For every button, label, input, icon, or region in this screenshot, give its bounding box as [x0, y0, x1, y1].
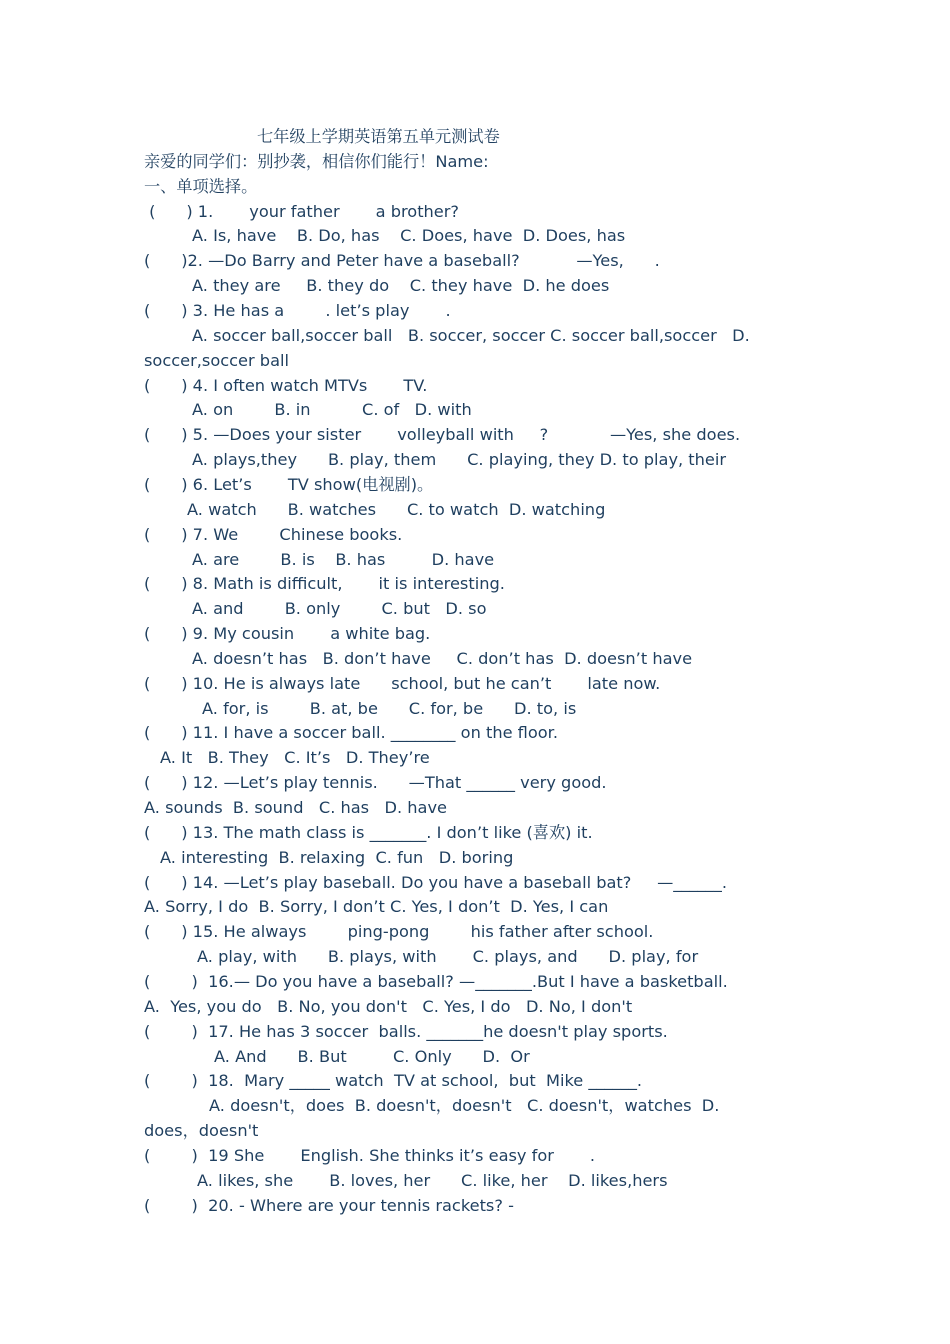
- document-line: A. Yes, you do B. No, you don't C. Yes, I do D. No, I don't: [144, 996, 633, 1016]
- document-line: ( ) 14. —Let’s play baseball. Do you have a baseball bat? —______.: [144, 872, 727, 892]
- document-line: ( ) 11. I have a soccer ball. ________ on the floor.: [144, 723, 558, 743]
- document-line: A. watch B. watches C. to watch D. watching: [187, 499, 606, 519]
- document-line: does，doesn't: [144, 1121, 259, 1140]
- document-line: ( ) 17. He has 3 soccer balls. _______he doesn't play sports.: [144, 1021, 668, 1041]
- document-line: A. soccer ball,soccer ball B. soccer, soccer C. soccer ball,soccer D.: [192, 325, 750, 345]
- document-line: ( ) 16.— Do you have a baseball? —_______.But I have a basketball.: [144, 971, 728, 991]
- document-line: ( ) 13. The math class is _______. I don’t like (喜欢) it.: [144, 822, 593, 842]
- document-line: ( ) 3. He has a . let’s play .: [144, 301, 451, 320]
- document-line: ( ) 18. Mary _____ watch TV at school, but Mike ______.: [144, 1071, 643, 1091]
- document-line: ( ) 8. Math is difficult, it is interesting.: [144, 574, 505, 594]
- document-line: soccer,soccer ball: [144, 350, 289, 370]
- document-line: ( ) 12. —Let’s play tennis. —That ______ very good.: [144, 773, 607, 793]
- document-line: ( ) 1. your father a brother?: [144, 201, 460, 221]
- document-line: ( ) 4. I often watch MTVs TV.: [144, 375, 428, 395]
- document-line: A. likes, she B. loves, her C. like, her D. likes,hers: [197, 1170, 668, 1190]
- document-line: ( ) 7. We Chinese books.: [144, 524, 403, 544]
- document-line: ( ) 9. My cousin a white bag.: [144, 624, 431, 643]
- document-line: A. It B. They C. It’s D. They’re: [160, 748, 430, 768]
- document-line: A. play, with B. plays, with C. plays, and D. play, for: [197, 947, 699, 967]
- document-line: ( ) 5. —Does your sister volleyball with ? —Yes, she does.: [144, 425, 741, 445]
- document-line: A. plays,they B. play, them C. playing, they D. to play, their: [192, 450, 727, 470]
- document-line: A. Is, have B. Do, has C. Does, have D. Does, has: [192, 226, 626, 246]
- document-line: ( )2. —Do Barry and Peter have a baseball? —Yes, .: [144, 251, 660, 271]
- document-line: ( ) 20. - Where are your tennis rackets? -: [144, 1195, 514, 1215]
- page-title: 七年级上学期英语第五单元测试卷: [257, 127, 500, 146]
- document-line: A. sounds B. sound C. has D. have: [144, 798, 448, 817]
- document-line: A. and B. only C. but D. so: [192, 599, 487, 619]
- document-line: A. are B. is B. has D. have: [192, 549, 495, 569]
- document-line: ( ) 15. He always ping-pong his father after school.: [144, 922, 654, 942]
- document-line: A. for, is B. at, be C. for, be D. to, is: [202, 698, 577, 718]
- document-line: A. doesn't，does B. doesn't，doesn't C. doesn't，watches D.: [209, 1096, 720, 1116]
- document-line: A. doesn’t has B. don’t have C. don’t has D. doesn’t have: [192, 648, 693, 668]
- document-line: A. Sorry, I do B. Sorry, I don’t C. Yes, I don’t D. Yes, I can: [144, 897, 609, 917]
- document-line: ( ) 6. Let’s TV show(电视剧)。: [144, 474, 434, 494]
- document-line: ( ) 10. He is always late school, but he can’t late now.: [144, 673, 661, 693]
- document-line: A. And B. But C. Only D. Or: [214, 1046, 530, 1066]
- document-line: A. they are B. they do C. they have D. he does: [192, 276, 610, 296]
- document-line: A. on B. in C. of D. with: [192, 400, 472, 420]
- document-line: ( ) 19 She English. She thinks it’s easy for .: [144, 1145, 596, 1165]
- document-line: 一、单项选择。: [144, 176, 258, 196]
- document-line: A. interesting B. relaxing C. fun D. boring: [160, 847, 514, 867]
- document-line: 亲爱的同学们：别抄袭，相信你们能行！Name:: [144, 151, 489, 171]
